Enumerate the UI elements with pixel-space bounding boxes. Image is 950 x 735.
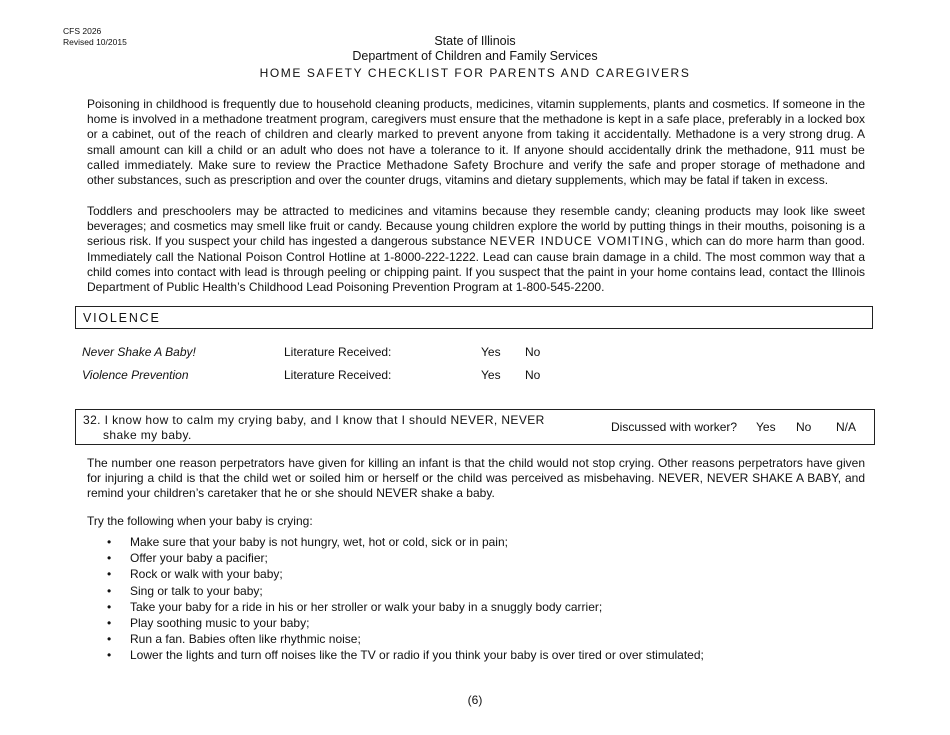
list-item: • Offer your baby a pacifier; (105, 550, 704, 566)
literature-yes-option[interactable]: Yes (481, 368, 501, 382)
literature-received-label: Literature Received: (284, 345, 392, 359)
page-number: (6) (467, 693, 483, 707)
list-item: • Play soothing music to your baby; (105, 615, 704, 631)
list-item: • Sing or talk to your baby; (105, 583, 704, 599)
question-yes-option[interactable]: Yes (756, 420, 776, 434)
never-induce-vomiting: NEVER INDUCE VOMITING (489, 234, 665, 249)
try-following-intro: Try the following when your baby is crying: (87, 514, 313, 528)
literature-yes-option[interactable]: Yes (481, 345, 501, 359)
poisoning-text-7: and verify the safe and proper storage of methadone and other substances, such as prescription and over the counter drugs, vitamins and dietary supplements, which may be fatal if taken in excess. (87, 157, 865, 188)
list-item: • Rock or walk with your baby; (105, 566, 704, 582)
list-item: • Lower the lights and turn off noises like the TV or radio if you think your baby is over tired or over stimulated; (105, 647, 704, 663)
toddler-paragraph (87, 204, 865, 295)
crying-tips-list (105, 534, 704, 664)
document-header (0, 34, 950, 81)
question-line-1: 32. I know how to calm my crying baby, and I know that I should NEVER, NEVER (83, 413, 545, 427)
header-department: Department of Children and Family Services (352, 49, 598, 63)
list-item: • Run a fan. Babies often like rhythmic noise; (105, 631, 704, 647)
literature-name: Violence Prevention (82, 368, 189, 382)
toddler-text-1: Toddlers and preschoolers may be attracted to medicines and vitamins because they resemble candy; cleaning products may look like sweet beverages; and cosmetics may smell like fruit or candy. Because young children explore the world by putting things in their mouths, poisoning is a serious risk. If you suspect your child has ingested a dangerous substance (87, 204, 865, 249)
literature-name: Never Shake A Baby! (82, 345, 196, 359)
list-item: • Take your baby for a ride in his or her stroller or walk your baby in a snuggly body carrier; (105, 599, 704, 615)
form-number: CFS 2026 (63, 26, 102, 36)
methadone-brochure-reference: Practice Methadone Safety Brochure (336, 157, 544, 172)
poisoning-paragraph (87, 97, 865, 188)
literature-no-option[interactable]: No (525, 345, 541, 359)
question-no-option[interactable]: No (796, 420, 812, 434)
literature-row (82, 368, 582, 384)
question-na-option[interactable]: N/A (836, 420, 857, 434)
violence-section-header (75, 306, 873, 329)
reason-paragraph: The number one reason perpetrators have given for killing an infant is that the child would not stop crying. Other reasons perpetrators have given for injuring a child is that the child wet or soiled him or herself or the child was perceived as misbehaving. NEVER, NEVER SHAKE A BABY, and remind your children’s caretaker that he or she should NEVER shake a baby. (87, 456, 865, 501)
literature-no-option[interactable]: No (525, 368, 541, 382)
literature-received-label: Literature Received: (284, 368, 392, 382)
toddler-text-3: , which can do more harm than good. Immediately call the National Poison Control Hotline at 1-8000-222-1222. Lead can cause brain damage in a child. The most common way that a child comes into contact with lead is through peeling or chipping paint. If you suspect that the paint in your home contains lead, contact the Illinois Department of Public Health’s Childhood Lead Poisoning Prevention Program at 1-800-545-2200. (87, 234, 865, 295)
discussed-with-worker-label: Discussed with worker? (611, 420, 738, 434)
header-state: State of Illinois (434, 34, 516, 48)
poisoning-text-2: out of the reach of children and clearly marked to prevent anyone from taking it accidentally. (158, 127, 672, 142)
question-32-text (83, 413, 545, 443)
poisoning-text-5: Make sure to review the (193, 157, 337, 172)
form-revised-date: Revised 10/2015 (63, 37, 127, 47)
list-item: • Make sure that your baby is not hungry, wet, hot or cold, sick or in pain; (105, 534, 704, 550)
question-line-2: shake my baby. (103, 428, 192, 442)
violence-section-title: VIOLENCE (83, 311, 161, 325)
question-32-box (75, 409, 875, 445)
document-title: HOME SAFETY CHECKLIST FOR PARENTS AND CAREGIVERS (259, 66, 691, 80)
poisoning-text-3: Methadone is a very strong drug. A small amount can kill a child or an adult who does not have a tolerance to it. If anyone should accidentally drink the methadone, (87, 127, 865, 157)
poisoning-text-1: Poisoning in childhood is frequently due to household cleaning products, medicines, vitamin supplements, plants and cosmetics. If someone in the home is involved in a methadone treatment program, caregivers must ensure that the methadone is kept in a safe place, preferably in a locked box or a cabinet, (87, 97, 865, 142)
poisoning-text-4: 911 must be called immediately. (87, 142, 865, 172)
literature-row (82, 345, 582, 361)
